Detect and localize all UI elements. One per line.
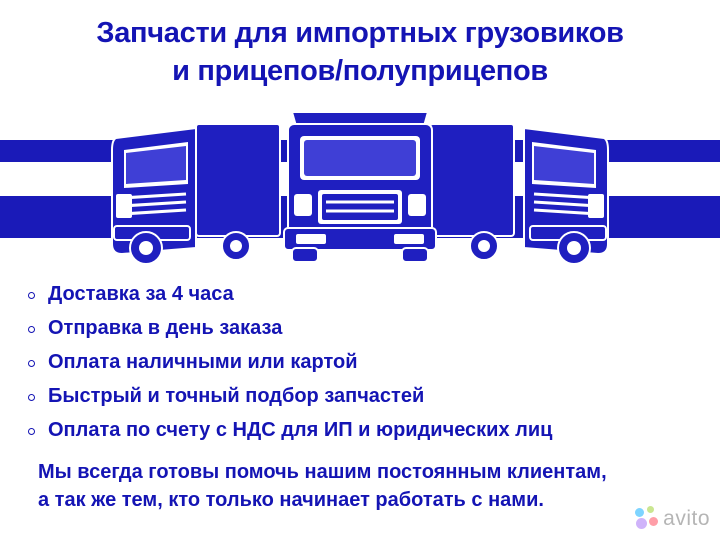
truck-right-icon	[430, 124, 608, 264]
list-item-label: Быстрый и точный подбор запчастей	[48, 385, 425, 407]
list-item-label: Оплата по счету с НДС для ИП и юридических лиц	[48, 419, 553, 441]
list-item	[28, 414, 698, 446]
bullet-icon	[28, 321, 48, 336]
list-item-label: Отправка в день заказа	[48, 317, 283, 339]
list-item-label: Оплата наличными или картой	[48, 351, 358, 373]
closing-line-1: Мы всегда готовы помочь нашим постоянным клиентам,	[38, 461, 607, 483]
page-title	[0, 14, 720, 91]
bullet-icon	[28, 355, 48, 370]
headline-line-2: и прицепов/полуприцепов	[172, 55, 548, 88]
truck-left-icon	[112, 124, 280, 264]
avito-watermark-label: avito	[663, 507, 710, 530]
list-item	[28, 278, 698, 310]
headline-line-1: Запчасти для импортных грузовиков	[96, 17, 624, 49]
truck-illustration-group	[0, 98, 720, 270]
bullet-icon	[28, 389, 48, 404]
truck-center-icon	[284, 112, 436, 262]
closing-statement	[38, 458, 688, 515]
closing-line-2: а так же тем, кто только начинает работать с нами.	[38, 489, 544, 512]
bullet-icon	[28, 423, 48, 438]
feature-list	[28, 278, 698, 448]
list-item	[28, 312, 698, 344]
list-item	[28, 346, 698, 378]
list-item	[28, 380, 698, 412]
bullet-icon	[28, 287, 48, 302]
list-item-label: Доставка за 4 часа	[48, 283, 234, 305]
